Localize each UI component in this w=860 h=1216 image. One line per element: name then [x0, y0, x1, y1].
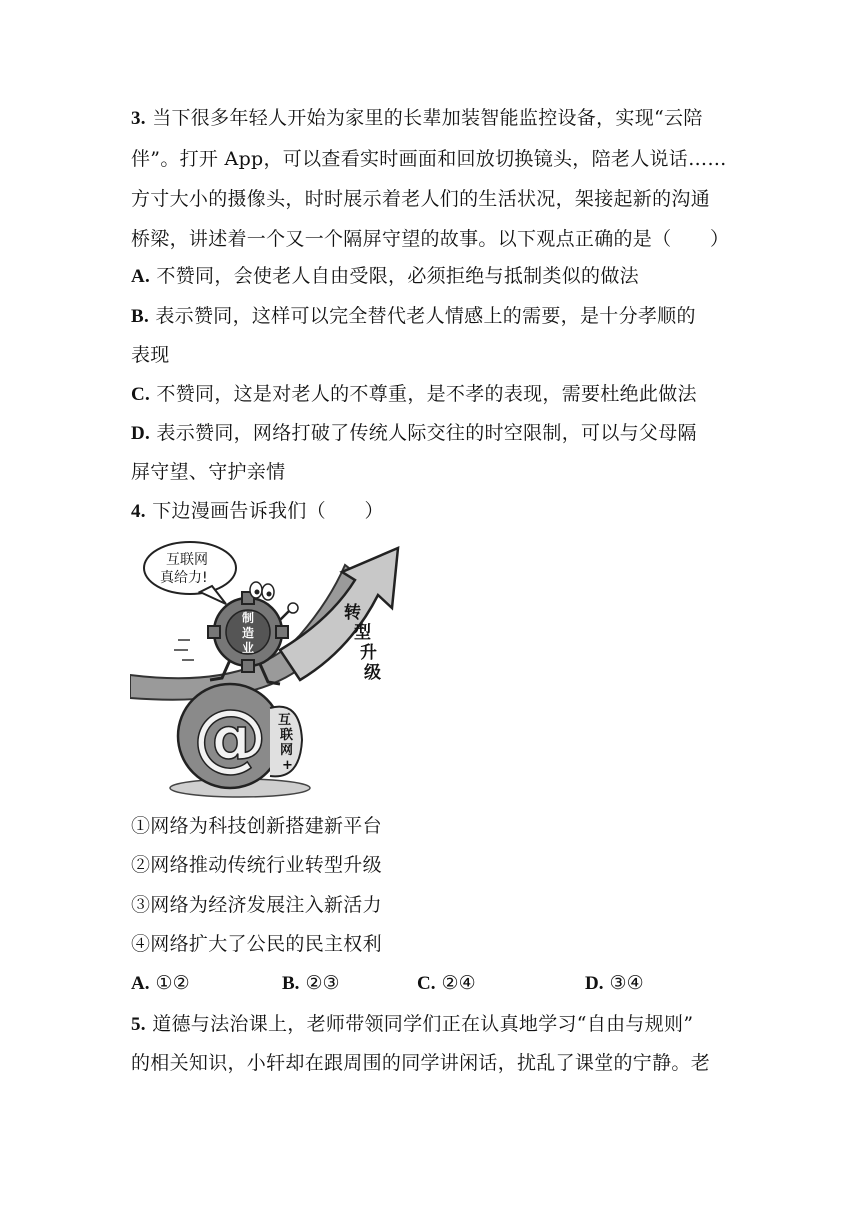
at-symbol-text: @ [193, 694, 267, 780]
q3-option-b-cont: 表现 [131, 344, 170, 366]
q3-option-c: C. 不赞同，这是对老人的不尊重，是不孝的表现，需要杜绝此做法 [131, 383, 697, 405]
speech-line-2: 真给力! [160, 570, 208, 586]
arrow-char-1: 转 [344, 603, 361, 623]
speech-bubble [144, 542, 236, 594]
q4-answer-c: C. ②④ [417, 972, 476, 994]
q3-line-1: 3. 当下很多年轻人开始为家里的长辈加装智能监控设备，实现“云陪 [131, 107, 703, 129]
gear-char-1: 制 [242, 611, 255, 625]
base-char-2: 联 [280, 728, 294, 743]
q3-option-a: A. 不赞同，会使老人自由受限，必须拒绝与抵制类似的做法 [131, 265, 639, 287]
q3-line-3: 方寸大小的摄像头，时时展示着老人们的生活状况，架接起新的沟通 [131, 188, 711, 210]
q3-line-2: 伴”。打开 App，可以查看实时画面和回放切换镜头，陪老人说话…… [131, 148, 727, 170]
q4-statement-4: ④网络扩大了公民的民主权利 [131, 933, 382, 955]
q5-line-1: 5. 道德与法治课上，老师带领同学们正在认真地学习“自由与规则” [131, 1013, 694, 1035]
upgrade-arrow [280, 548, 398, 680]
q4-statement-1: ①网络为科技创新搭建新平台 [131, 815, 382, 837]
gear-char-3: 业 [242, 641, 255, 655]
arrow-char-3: 升 [360, 643, 377, 663]
q4-statement-3: ③网络为经济发展注入新活力 [131, 894, 382, 916]
q3-option-d-cont: 屏守望、守护亲情 [131, 461, 286, 483]
q3-option-d: D. 表示赞同，网络打破了传统人际交往的时空限制，可以与父母隔 [131, 422, 697, 444]
q4-stem: 4. 下边漫画告诉我们（ ） [131, 500, 384, 522]
q4-answer-b: B. ②③ [282, 972, 340, 994]
q4-answer-a: A. ①② [131, 972, 190, 994]
cartoon-illustration [130, 540, 415, 798]
q4-answer-d: D. ③④ [585, 972, 644, 994]
base-char-3: 网 [280, 743, 294, 758]
q3-number: 3. [131, 108, 146, 129]
base-char-1: 互 [278, 713, 292, 728]
gear-char-2: 造 [242, 626, 255, 640]
base-char-4: + [282, 758, 293, 773]
at-symbol-base [170, 684, 310, 797]
arrow-char-4: 级 [364, 663, 381, 683]
q4-statement-2: ②网络推动传统行业转型升级 [131, 854, 382, 876]
q4-answer-options [131, 970, 731, 996]
arrow-char-2: 型 [354, 623, 371, 643]
q5-number: 5. [131, 1014, 146, 1035]
q3-option-b: B. 表示赞同，这样可以完全替代老人情感上的需要，是十分孝顺的 [131, 305, 696, 327]
q3-line-4: 桥梁，讲述着一个又一个隔屏守望的故事。以下观点正确的是（ ） [131, 228, 730, 250]
q4-number: 4. [131, 501, 146, 522]
speech-line-1: 互联网 [166, 552, 208, 568]
q5-line-2: 的相关知识，小轩却在跟周围的同学讲闲话，扰乱了课堂的宁静。老 [131, 1052, 711, 1074]
